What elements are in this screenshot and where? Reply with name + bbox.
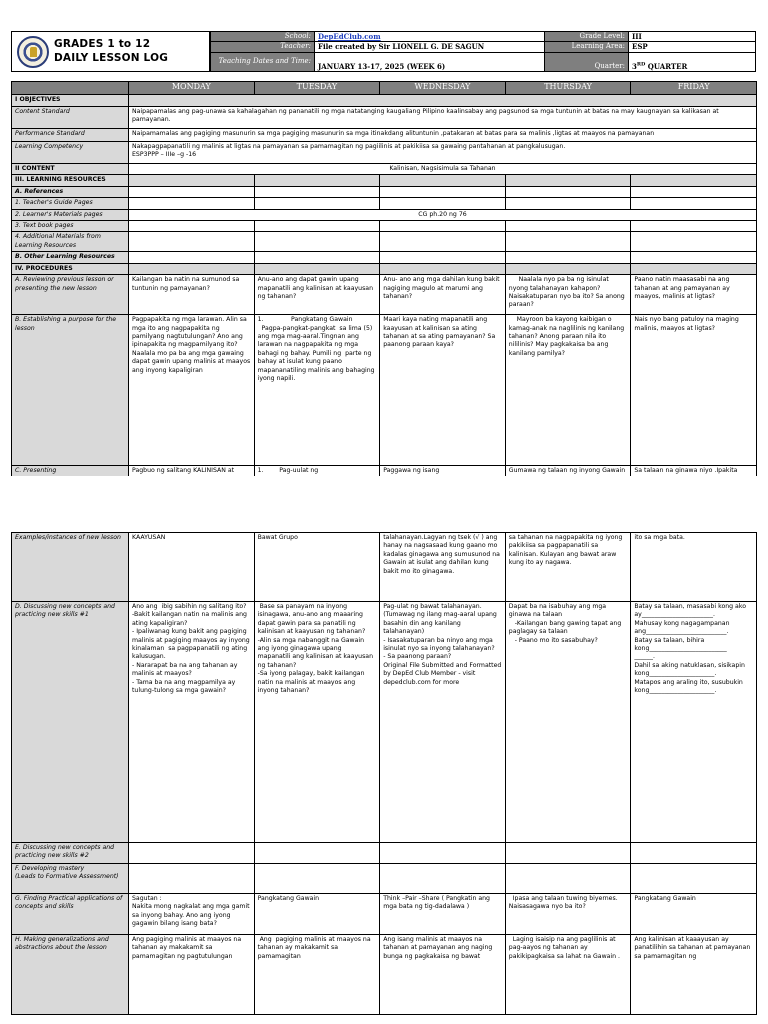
procedures-blank-5 [631,263,757,274]
procedure-f-row [12,864,757,894]
procedure-d-label: D. Discussing new concepts and practicing new skills #1 [12,602,129,843]
page-2 [0,530,768,1024]
lesson-plan-table-page-1 [11,81,757,478]
learners-materials-value: CG ph.20 ng 76 [129,209,757,220]
procedure-e-mon [129,843,255,864]
procedure-e-fri [631,843,757,864]
procedure-a-wed: Anu- ano ang mga dahilan kung bakit nagiging magulo at marumi ang tahanan? [380,275,506,315]
day-thursday: THURSDAY [505,82,631,95]
procedure-g-tue: Pangkatang Gawain [254,894,380,935]
tb-tue [254,221,380,232]
tb-wed [380,221,506,232]
textbook-row [12,221,757,232]
learners-materials-row [12,209,757,220]
day-tuesday: TUESDAY [254,82,380,95]
document-title [54,37,168,65]
teacher-value: File created by Sir LIONELL G. DE SAGUN [315,42,545,52]
procedures-blank-4 [505,263,631,274]
procedure-a-tue: Anu-ano ang dapat gawin upang mapanatili ang kalinisan at kaayusan ng tahanan? [254,275,380,315]
references-thu [505,186,631,197]
learning-area-label: Learning Area: [545,42,629,52]
procedures-row [12,263,757,274]
procedure-f-mon [129,864,255,894]
procedure-d-fri: Batay sa talaan, masasabi kong ako ay_______________________. Mahusay kong nagagampanan ang__________________________. Batay sa talaan, bihira kong_________________________ ______. Dahil sa aking natuklasan, sisikapin kong_____________________. Matapos ang araling ito, susubukin kong_____________________. [631,602,757,843]
competency-row [12,142,757,164]
procedure-b-row [12,315,757,466]
procedure-a-mon: Kailangan ba natin na sumunod sa tuntunin ng pamayanan? [129,275,255,315]
procedure-c2-wed: talahanayan.Lagyan ng tsek (√ ) ang hanay na nagsasaad kung gaano mo kadalas ginagawa ang sumusunod na Gawain at isulat ang dahilan kung bakit mo ito ginagawa. [380,533,506,602]
day-header-blank [12,82,129,95]
quarter-suffix: RD [636,61,646,68]
procedure-f-wed [380,864,506,894]
procedure-d-tue: Base sa panayam na inyong isinagawa, anu-ano ang maaaring dapat gawin para sa panatili ng kalinisan at kaayusan ng tahanan? -Alin sa mga nabanggit na Gawain ang iyong ginagawa upang mapanatili ang kalinisan at kaayusan ng tahanan? -Sa iyong palagay, bakit kailangan natin na malinis at maayos ang inyong tahanan? [254,602,380,843]
other-resources-label: B. Other Learning Resources [12,252,129,263]
procedure-c2-thu: sa tahanan na nagpapakita ng iyong pakikiisa sa pagpapanatili sa kalinisan. Kulayan ang bawat araw kung ito ay nagawa. [505,533,631,602]
procedure-a-row [12,275,757,315]
add-fri [631,232,757,252]
lesson-log-header [11,31,756,72]
deped-seal-icon [17,36,49,68]
learners-materials-label: 2. Learner's Materials pages [12,209,129,220]
procedures-blank-1 [129,263,255,274]
procedure-e-wed [380,843,506,864]
resources-blank-2 [254,175,380,186]
procedure-h-label: H. Making generalizations and abstractions about the lesson [12,935,129,1015]
procedure-g-label: G. Finding Practical applications of concepts and skills [12,894,129,935]
procedures-blank-2 [254,263,380,274]
tb-mon [129,221,255,232]
procedure-b-label: B. Establishing a purpose for the lesson [12,315,129,466]
procedure-h-row [12,935,757,1015]
procedure-c-label: C. Presenting [12,466,129,477]
procedure-h-fri: Ang kalinisan at kaaayusan ay panatilihin sa tahanan at pamayanan sa pamamagitan ng [631,935,757,1015]
performance-standard-row [12,129,757,142]
school-value [315,32,545,42]
procedure-g-mon: Sagutan : Nakita mong nagkalat ang mga gamit sa inyong bahay. Ano ang iyong gagawin bilang isang bata? [129,894,255,935]
objectives-label: I OBJECTIVES [12,95,129,107]
resources-blank-5 [631,175,757,186]
quarter-label: Quarter: [545,52,629,72]
add-wed [380,232,506,252]
performance-standard-label: Performance Standard [12,129,129,142]
other-wed [380,252,506,263]
resources-blank-1 [129,175,255,186]
tg-fri [631,198,757,209]
title-line-1: GRADES 1 to 12 [54,38,151,50]
textbook-label: 3. Text book pages [12,221,129,232]
procedure-c2-fri: ito sa mga bata. [631,533,757,602]
page-1 [0,0,768,476]
procedure-d-wed: Pag-ulat ng bawat talahanayan. (Tumawag ng ilang mag-aaral upang basahin din ang kanilang talahanayan) - Isasakatuparan ba ninyo ang mga isinulat nyo sa inyong talahanayan? - Sa paanong paraan? Original File Submitted and Formatted by DepEd Club Member - visit depedclub.com for more [380,602,506,843]
tg-mon [129,198,255,209]
procedure-c-tue: 1. Pag-uulat ng [254,466,380,477]
header-info-grid [210,31,756,72]
procedure-b-thu: Mayroon ba kayong kaibigan o kamag-anak na naglilinis ng kanilang tahanan? Anong paraan nila ito nililinis? May pagkakaisa ba ang kanilang pamilya? [505,315,631,466]
objectives-blank [129,95,757,107]
page-gap [0,476,768,530]
add-thu [505,232,631,252]
dates-label: Teaching Dates and Time: [211,52,315,72]
school-label: School: [211,32,315,42]
procedure-c-continued-label: Examples/instances of new lesson [12,533,129,602]
procedure-a-fri: Paano natin maasasabi na ang tahanan at ang pamayanan ay maayos, malinis at ligtas? [631,275,757,315]
objectives-row [12,95,757,107]
references-label: A. References [12,186,129,197]
dates-value: JANUARY 13-17, 2025 (WEEK 6) [315,52,545,72]
quarter-word: QUARTER [645,62,688,71]
procedure-a-thu: Naalala nyo pa ba ng isinulat nyong talahanayan kahapon? Naisakatuparan nyo ba ito? Sa anong paraan? [505,275,631,315]
references-wed [380,186,506,197]
day-wednesday: WEDNESDAY [380,82,506,95]
procedure-b-fri: Nais nyo bang patuloy na maging malinis, maayos at ligtas? [631,315,757,466]
teachers-guide-row [12,198,757,209]
tb-fri [631,221,757,232]
content-label: II CONTENT [12,164,129,175]
references-fri [631,186,757,197]
day-monday: MONDAY [129,82,255,95]
performance-standard-text: Naipamamalas ang pagiging masunurin sa mga pagiging masunurin sa mga itinakdang alituntunin ,patakaran at batas para sa malinis ,ligtas at maayos na pamayanan [129,129,757,142]
procedure-d-mon: Ano ang ibig sabihin ng salitang ito? -Bakit kailangan natin na malinis ang ating kapaligiran? - Ipaliwanag kung bakit ang pagiging malinis at pagiging maayos ay inyong kinalaman sa pagpapanatili ng ating kalusugan. - Nararapat ba na ang tahanan ay malinis at maayos? - Tama ba na ang magpamilya ay tulung-tulong sa mga gawain? [129,602,255,843]
other-resources-row [12,252,757,263]
procedure-d-thu: Dapat ba na isabuhay ang mga ginawa na talaan -Kailangan bang gawing tapat ang paglagay sa talaan - Paano mo ito sasabuhay? [505,602,631,843]
other-fri [631,252,757,263]
resources-blank-3 [380,175,506,186]
procedure-f-label: F. Developing mastery (Leads to Formative Assessment) [12,864,129,894]
procedures-blank-3 [380,263,506,274]
teacher-label: Teacher: [211,42,315,52]
procedure-g-wed: Think –Pair –Share ( Pangkatin ang mga bata ng tig-dadalawa ) [380,894,506,935]
procedure-g-row [12,894,757,935]
procedure-c-thu: Gumawa ng talaan ng inyong Gawain [505,466,631,477]
quarter-number: 3 [632,62,637,71]
learning-area-value: ESP [629,42,756,52]
content-text: Kalinisan, Nagsisimula sa Tahanan [129,164,757,175]
procedure-c-continued-row [12,533,757,602]
procedure-g-thu: Ipasa ang talaan tuwing biyernes. Naisasagawa nyo ba ito? [505,894,631,935]
title-box [11,31,210,72]
procedure-h-mon: Ang pagiging malinis at maayos na tahanan ay makakamit sa pamamagitan ng pagtutulungan [129,935,255,1015]
day-header-row [12,82,757,95]
procedure-b-tue: 1. Pangkatang Gawain Pagpa-pangkat-pangkat sa lima (5) ang mga mag-aaral.Tingnan ang larawan na nagpapakita ng mga bahagi ng bahay. Pumili ng parte ng bahay at isulat kung paano mapananatiling malinis ang bahaging iyong napili. [254,315,380,466]
procedure-h-thu: Laging isaisip na ang paglilinis at pag-aayos ng tahanan ay pakikipagkaisa sa lahat na Gawain . [505,935,631,1015]
procedure-e-thu [505,843,631,864]
procedure-c2-tue: Bawat Grupo [254,533,380,602]
procedure-g-fri: Pangkatang Gawain [631,894,757,935]
procedure-c2-mon: KAAYUSAN [129,533,255,602]
procedure-f-fri [631,864,757,894]
tg-thu [505,198,631,209]
additional-materials-label: 4. Additional Materials from Learning Resources [12,232,129,252]
add-mon [129,232,255,252]
tg-tue [254,198,380,209]
teachers-guide-label: 1. Teacher's Guide Pages [12,198,129,209]
competency-label: Learning Competency [12,142,129,164]
resources-label: III. LEARNING RESOURCES [12,175,129,186]
procedure-b-mon: Pagpapakita ng mga larawan. Alin sa mga ito ang nagpapakita ng pamilyang nagtutulungan? Ano ang ipinapakita ng magpamilyang ito? Naalala mo pa ba ang mga gawaing dapat gawin upang malinis at maayos ang inyong kapaligiran [129,315,255,466]
references-tue [254,186,380,197]
add-tue [254,232,380,252]
procedure-a-label: A. Reviewing previous lesson or presenting the new lesson [12,275,129,315]
references-row [12,186,757,197]
procedure-e-label: E. Discussing new concepts and practicing new skills #2 [12,843,129,864]
quarter-value [629,52,756,72]
procedure-d-row [12,602,757,843]
resources-blank-4 [505,175,631,186]
school-link[interactable]: DepEdClub.com [318,32,381,42]
tg-wed [380,198,506,209]
other-mon [129,252,255,263]
procedures-label: IV. PROCEDURES [12,263,129,274]
content-row [12,164,757,175]
procedure-c-wed: Paggawa ng isang [380,466,506,477]
other-thu [505,252,631,263]
competency-text: Nakapagpapanatili ng malinis at ligtas na pamayanan sa pamamagitan ng pagiilinis at pakikiisa sa gawaing pantahanan at pangkalusugan. ESP3PPP – IIIe –g -16 [129,142,757,164]
procedure-f-thu [505,864,631,894]
content-standard-label: Content Standard [12,107,129,129]
additional-materials-row [12,232,757,252]
other-tue [254,252,380,263]
procedure-h-wed: Ang isang malinis at maayos na tahanan at pamayanan ang naging bunga ng pagkakaisa ng bawat [380,935,506,1015]
tb-thu [505,221,631,232]
procedure-c-mon: Pagbuo ng salitang KALINISAN at [129,466,255,477]
procedure-f-tue [254,864,380,894]
resources-row [12,175,757,186]
procedure-c-fri: Sa talaan na ginawa niyo .Ipakita [631,466,757,477]
procedure-b-wed: Maari kaya nating mapanatili ang kaayusan at kalinisan sa ating tahanan at sa ating pamayanan? Sa paanong paraan kaya? [380,315,506,466]
references-mon [129,186,255,197]
day-friday: FRIDAY [631,82,757,95]
content-standard-text: Naipapamalas ang pag-unawa sa kahalagahan ng pananatili ng mga natatanging kaugaliang Pilipino kaalinsabay ang pagsunod sa mga tuntunin at batas na may kaugnayan sa kalikasan at pamayanan. [129,107,757,129]
grade-level-value: III [629,32,756,42]
procedure-e-row [12,843,757,864]
grade-level-label: Grade Level: [545,32,629,42]
procedure-h-tue: Ang pagiging malinis at maayos na tahanan ay makakamit sa pamamagitan [254,935,380,1015]
lesson-plan-table-page-2 [11,532,757,1015]
content-standard-row [12,107,757,129]
title-line-2: DAILY LESSON LOG [54,52,169,64]
procedure-e-tue [254,843,380,864]
